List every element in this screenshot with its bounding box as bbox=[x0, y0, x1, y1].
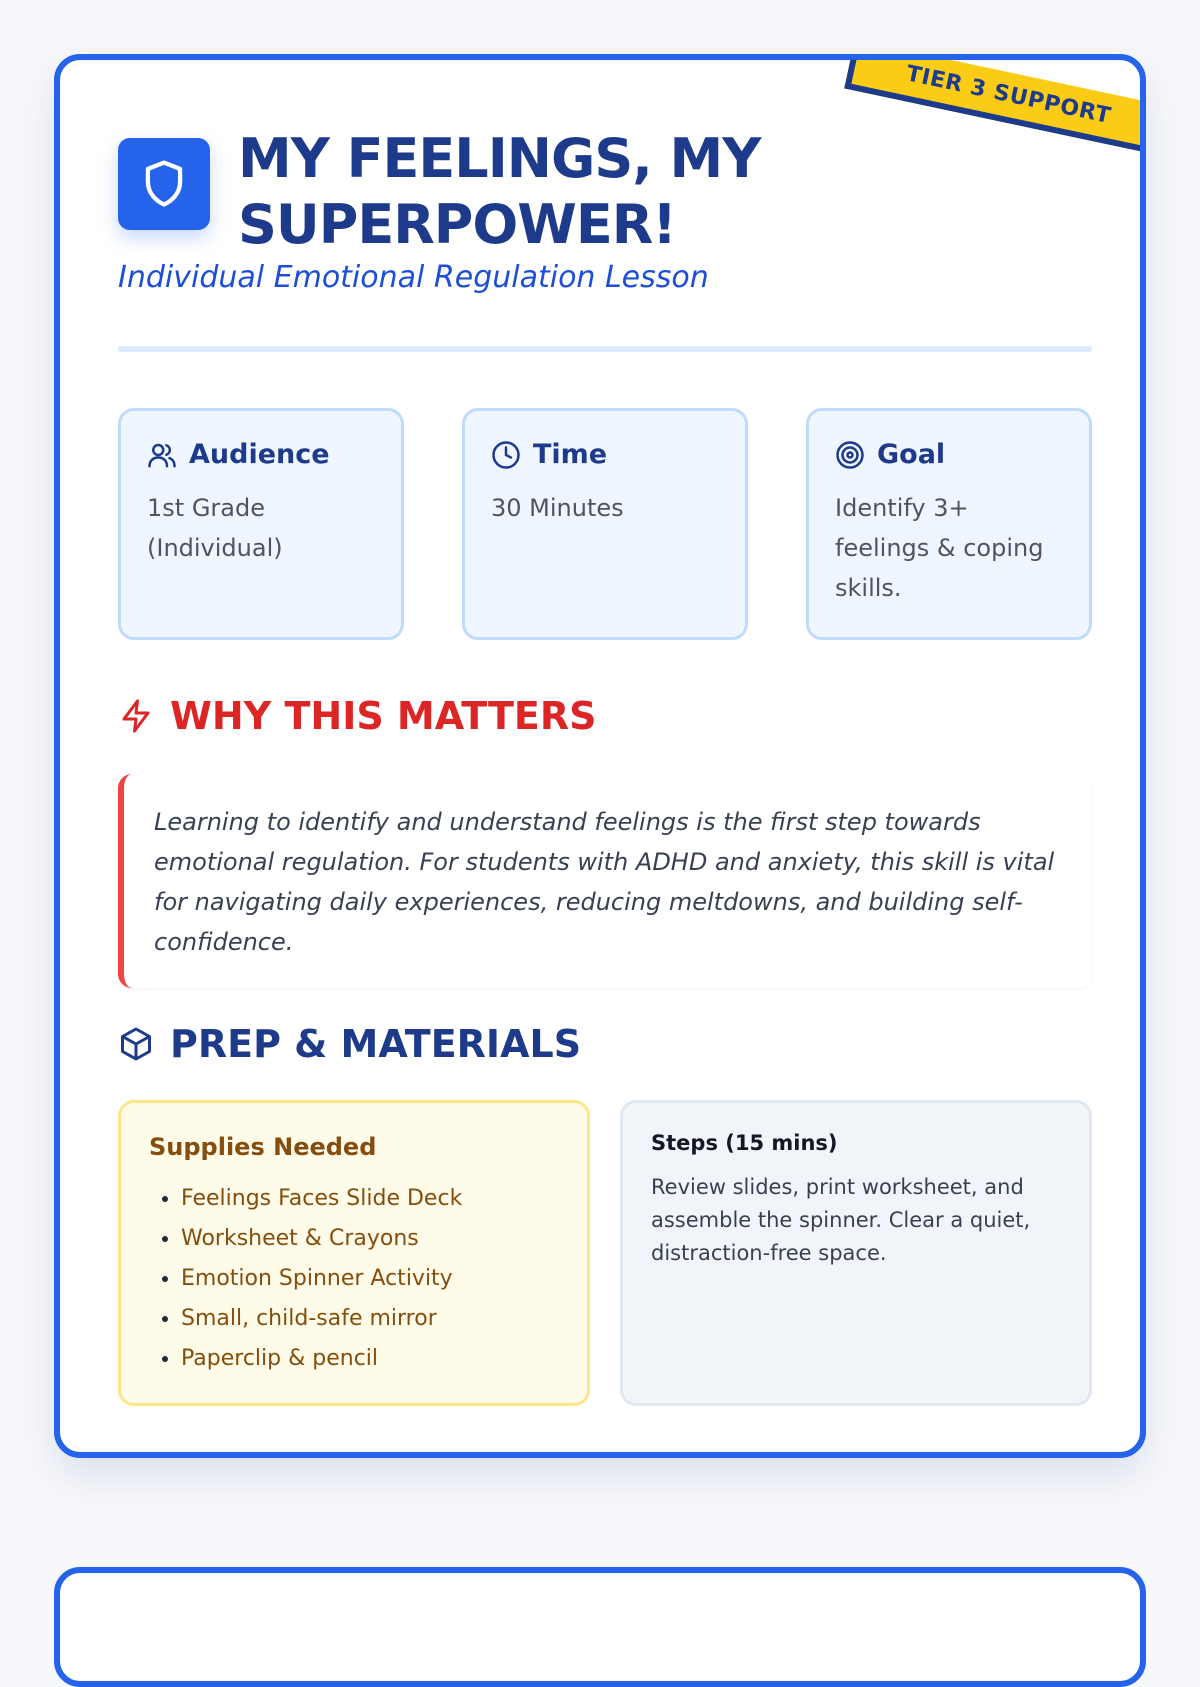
supplies-title: Supplies Needed bbox=[149, 1133, 377, 1161]
info-time bbox=[462, 408, 748, 640]
info-goal-value: Identify 3+ feelings & coping skills. bbox=[835, 494, 1044, 602]
info-row bbox=[118, 408, 1092, 640]
info-audience bbox=[118, 408, 404, 640]
supplies-box bbox=[118, 1100, 590, 1406]
info-goal-label: Goal bbox=[877, 439, 946, 470]
divider bbox=[118, 346, 1092, 352]
list-item: • Small, child-safe mirror bbox=[181, 1299, 559, 1339]
shield-logo bbox=[118, 138, 210, 230]
why-heading bbox=[118, 694, 597, 738]
steps-text: Review slides, print worksheet, and assemble the spinner. Clear a quiet, distraction-free space. bbox=[651, 1175, 1031, 1265]
info-time-value: 30 Minutes bbox=[491, 494, 624, 522]
why-heading-text: WHY THIS MATTERS bbox=[170, 694, 597, 738]
steps-title: Steps (15 mins) bbox=[651, 1131, 838, 1155]
lesson-card bbox=[54, 54, 1146, 1458]
list-item: • Paperclip & pencil bbox=[181, 1339, 559, 1379]
info-audience-label: Audience bbox=[189, 439, 330, 470]
why-quote: Learning to identify and understand feelings is the first step towards emotional regulation. For students with ADHD and anxiety, this skill is vital for navigating daily experiences, reducing meltdowns, and building self-confidence. bbox=[118, 774, 1092, 988]
info-time-label: Time bbox=[533, 439, 608, 470]
shield-icon bbox=[142, 159, 186, 209]
tier-badge: TIER 3 SUPPORT bbox=[844, 54, 1146, 155]
steps-box bbox=[620, 1100, 1092, 1406]
list-item: • Worksheet & Crayons bbox=[181, 1219, 559, 1259]
info-audience-value: 1st Grade (Individual) bbox=[147, 494, 283, 562]
clock-icon bbox=[491, 440, 521, 470]
next-lesson-card bbox=[54, 1567, 1146, 1687]
prep-heading-text: PREP & MATERIALS bbox=[170, 1022, 582, 1066]
list-item: • Emotion Spinner Activity bbox=[181, 1259, 559, 1299]
users-icon bbox=[147, 440, 177, 470]
page-subtitle: Individual Emotional Regulation Lesson bbox=[118, 260, 709, 295]
box-icon bbox=[118, 1025, 154, 1063]
prep-heading bbox=[118, 1022, 581, 1066]
target-icon bbox=[835, 440, 865, 470]
supplies-list bbox=[149, 1179, 559, 1379]
page-title: MY FEELINGS, MY SUPERPOWER! bbox=[238, 127, 761, 256]
lesson-header bbox=[118, 126, 858, 258]
info-goal bbox=[806, 408, 1092, 640]
lightning-icon bbox=[118, 697, 154, 735]
list-item: • Feelings Faces Slide Deck bbox=[181, 1179, 559, 1219]
